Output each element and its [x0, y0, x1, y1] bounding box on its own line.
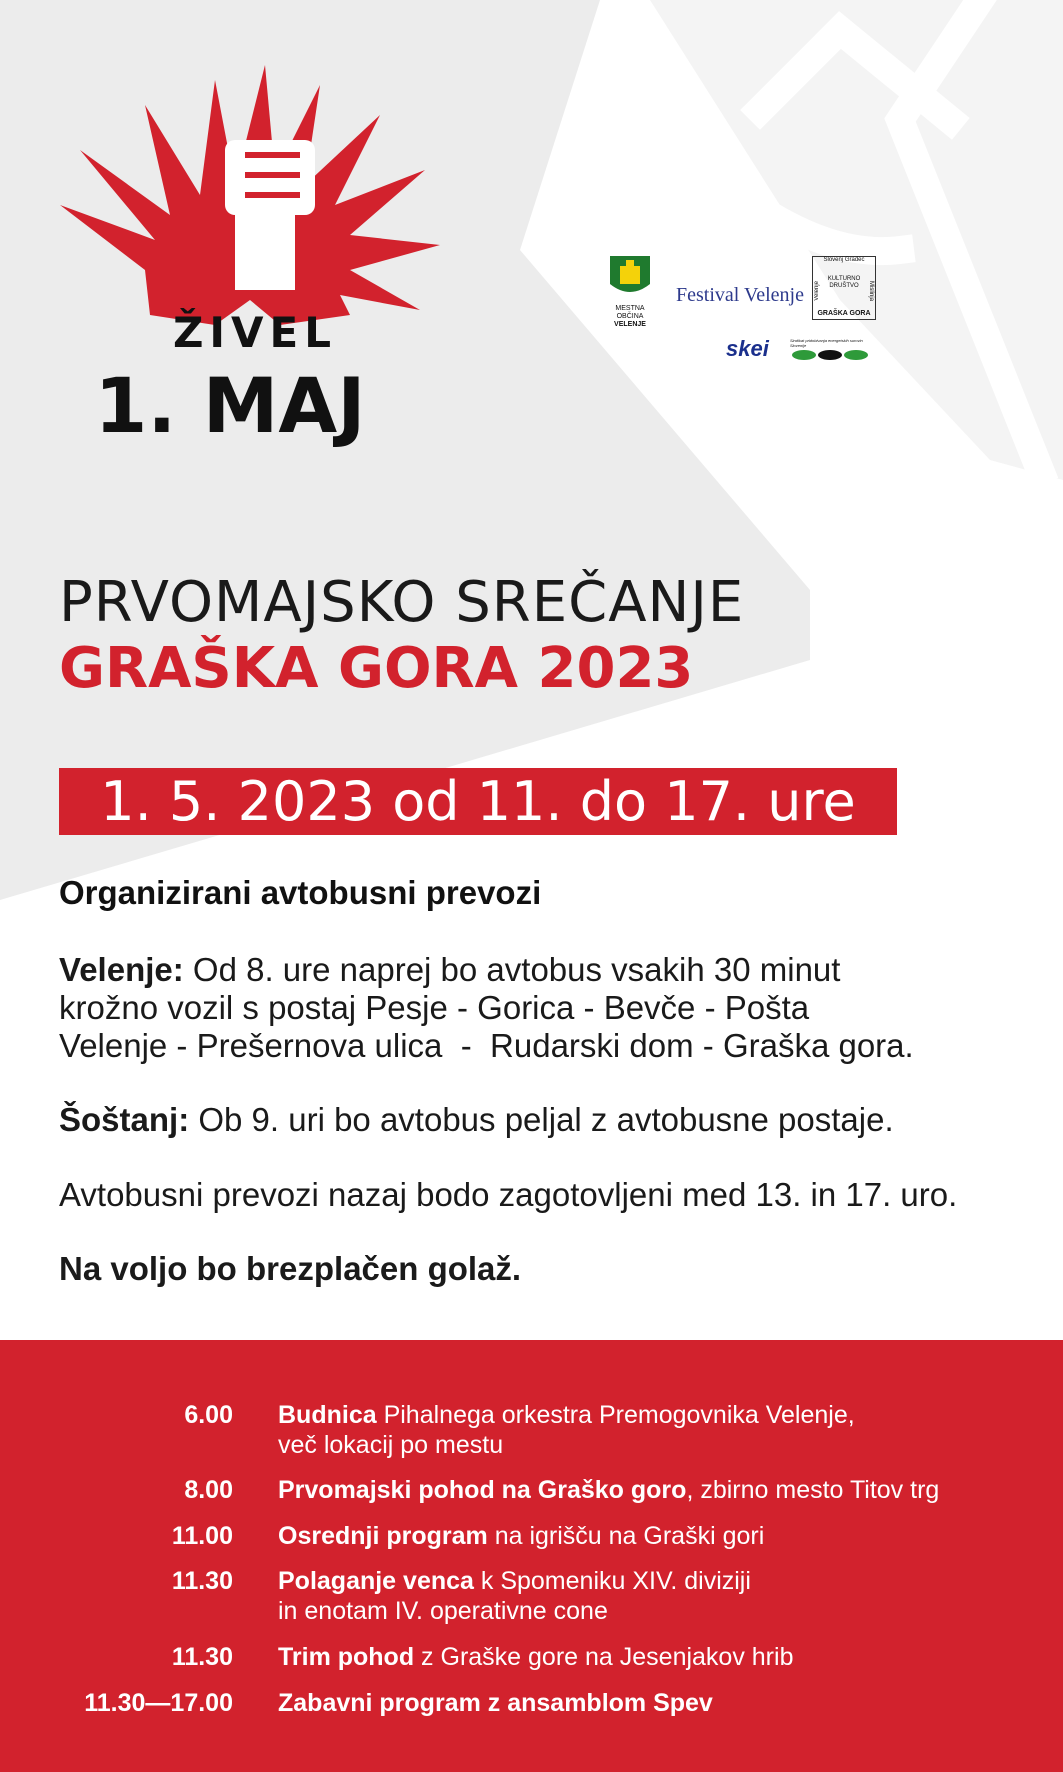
kd-bottom-text: GRAŠKA GORA	[817, 310, 871, 317]
schedule-desc: Trim pohod z Graške gore na Jesenjakov hrib	[278, 1643, 794, 1671]
velenje-text-3: Velenje - Prešernova ulica - Rudarski dom - Graška gora.	[59, 1027, 914, 1064]
kd-center-text-1: KULTURNO	[827, 276, 861, 282]
free-goulash-text: Na voljo bo brezplačen golaž.	[59, 1250, 522, 1287]
schedule-desc: Zabavni program z ansamblom Spev	[278, 1689, 713, 1717]
schedule-time: 11.30	[171, 1643, 233, 1671]
schedule-time: 6.00	[184, 1401, 233, 1429]
festival-velenje-logo: Festival Velenje	[676, 284, 804, 306]
union-mark-icon	[790, 348, 874, 362]
transport-heading: Organizirani avtobusni prevozi	[59, 874, 542, 911]
logo-line1: ŽIVEL	[172, 308, 338, 357]
velenje-crest	[608, 254, 652, 329]
kd-left-text: Velenje	[814, 281, 820, 301]
velenje-paragraph	[59, 951, 1019, 1065]
partner-logos	[600, 250, 900, 380]
velenje-label: Velenje:	[59, 951, 184, 988]
zivel-1-maj-logo	[50, 55, 450, 455]
kd-center-text-2: DRUŠTVO	[829, 283, 859, 289]
date-time-banner: 1. 5. 2023 od 11. do 17. ure	[59, 768, 897, 835]
union-note: Sindikat pridobivanja energetskih surovin Slovenije	[790, 338, 863, 348]
sostanj-text: Ob 9. uri bo avtobus peljal z avtobusne postaje.	[189, 1101, 894, 1138]
return-transport-text: Avtobusni prevozi nazaj bodo zagotovljeni med 13. in 17. uro.	[59, 1176, 958, 1213]
kd-graska-gora-logo	[812, 256, 876, 320]
sostanj-label: Šoštanj:	[59, 1101, 190, 1138]
schedule-desc: Osrednji program na igrišču na Graški gori	[278, 1522, 765, 1550]
schedule-section	[0, 1340, 1063, 1772]
skei-logo: skei	[726, 336, 769, 361]
schedule-desc: Prvomajski pohod na Graško goro, zbirno mesto Titov trg	[278, 1476, 940, 1504]
logo-line2: 1. MAJ	[94, 361, 366, 450]
crest-caption-2: VELENJE	[614, 321, 646, 328]
crest-icon	[608, 254, 652, 300]
event-title-line2: GRAŠKA GORA 2023	[59, 636, 694, 701]
schedule-time: 11.30	[171, 1567, 233, 1595]
event-title-line1: PRVOMAJSKO SREČANJE	[59, 570, 745, 635]
kd-right-text: Mislinja	[868, 281, 874, 302]
velenje-text-1: Od 8. ure naprej bo avtobus vsakih 30 minut	[183, 951, 841, 988]
crest-caption-1: MESTNA OBČINA	[615, 305, 645, 320]
union-logo	[790, 338, 874, 367]
sostanj-paragraph	[59, 1101, 1019, 1139]
velenje-text-2: krožno vozil s postaj Pesje - Gorica - Bevče - Pošta	[59, 989, 810, 1026]
schedule-desc: Budnica Pihalnega orkestra Premogovnika Velenje, več lokacij po mestu	[278, 1401, 855, 1459]
kd-top-text: Slovenj Gradec	[823, 257, 865, 263]
schedule-time: 11.30—17.00	[84, 1689, 233, 1717]
schedule-time: 11.00	[171, 1522, 233, 1550]
schedule-desc: Polaganje venca k Spomeniku XIV. diviziji in enotam IV. operativne cone	[278, 1567, 751, 1625]
schedule-time: 8.00	[184, 1476, 233, 1504]
